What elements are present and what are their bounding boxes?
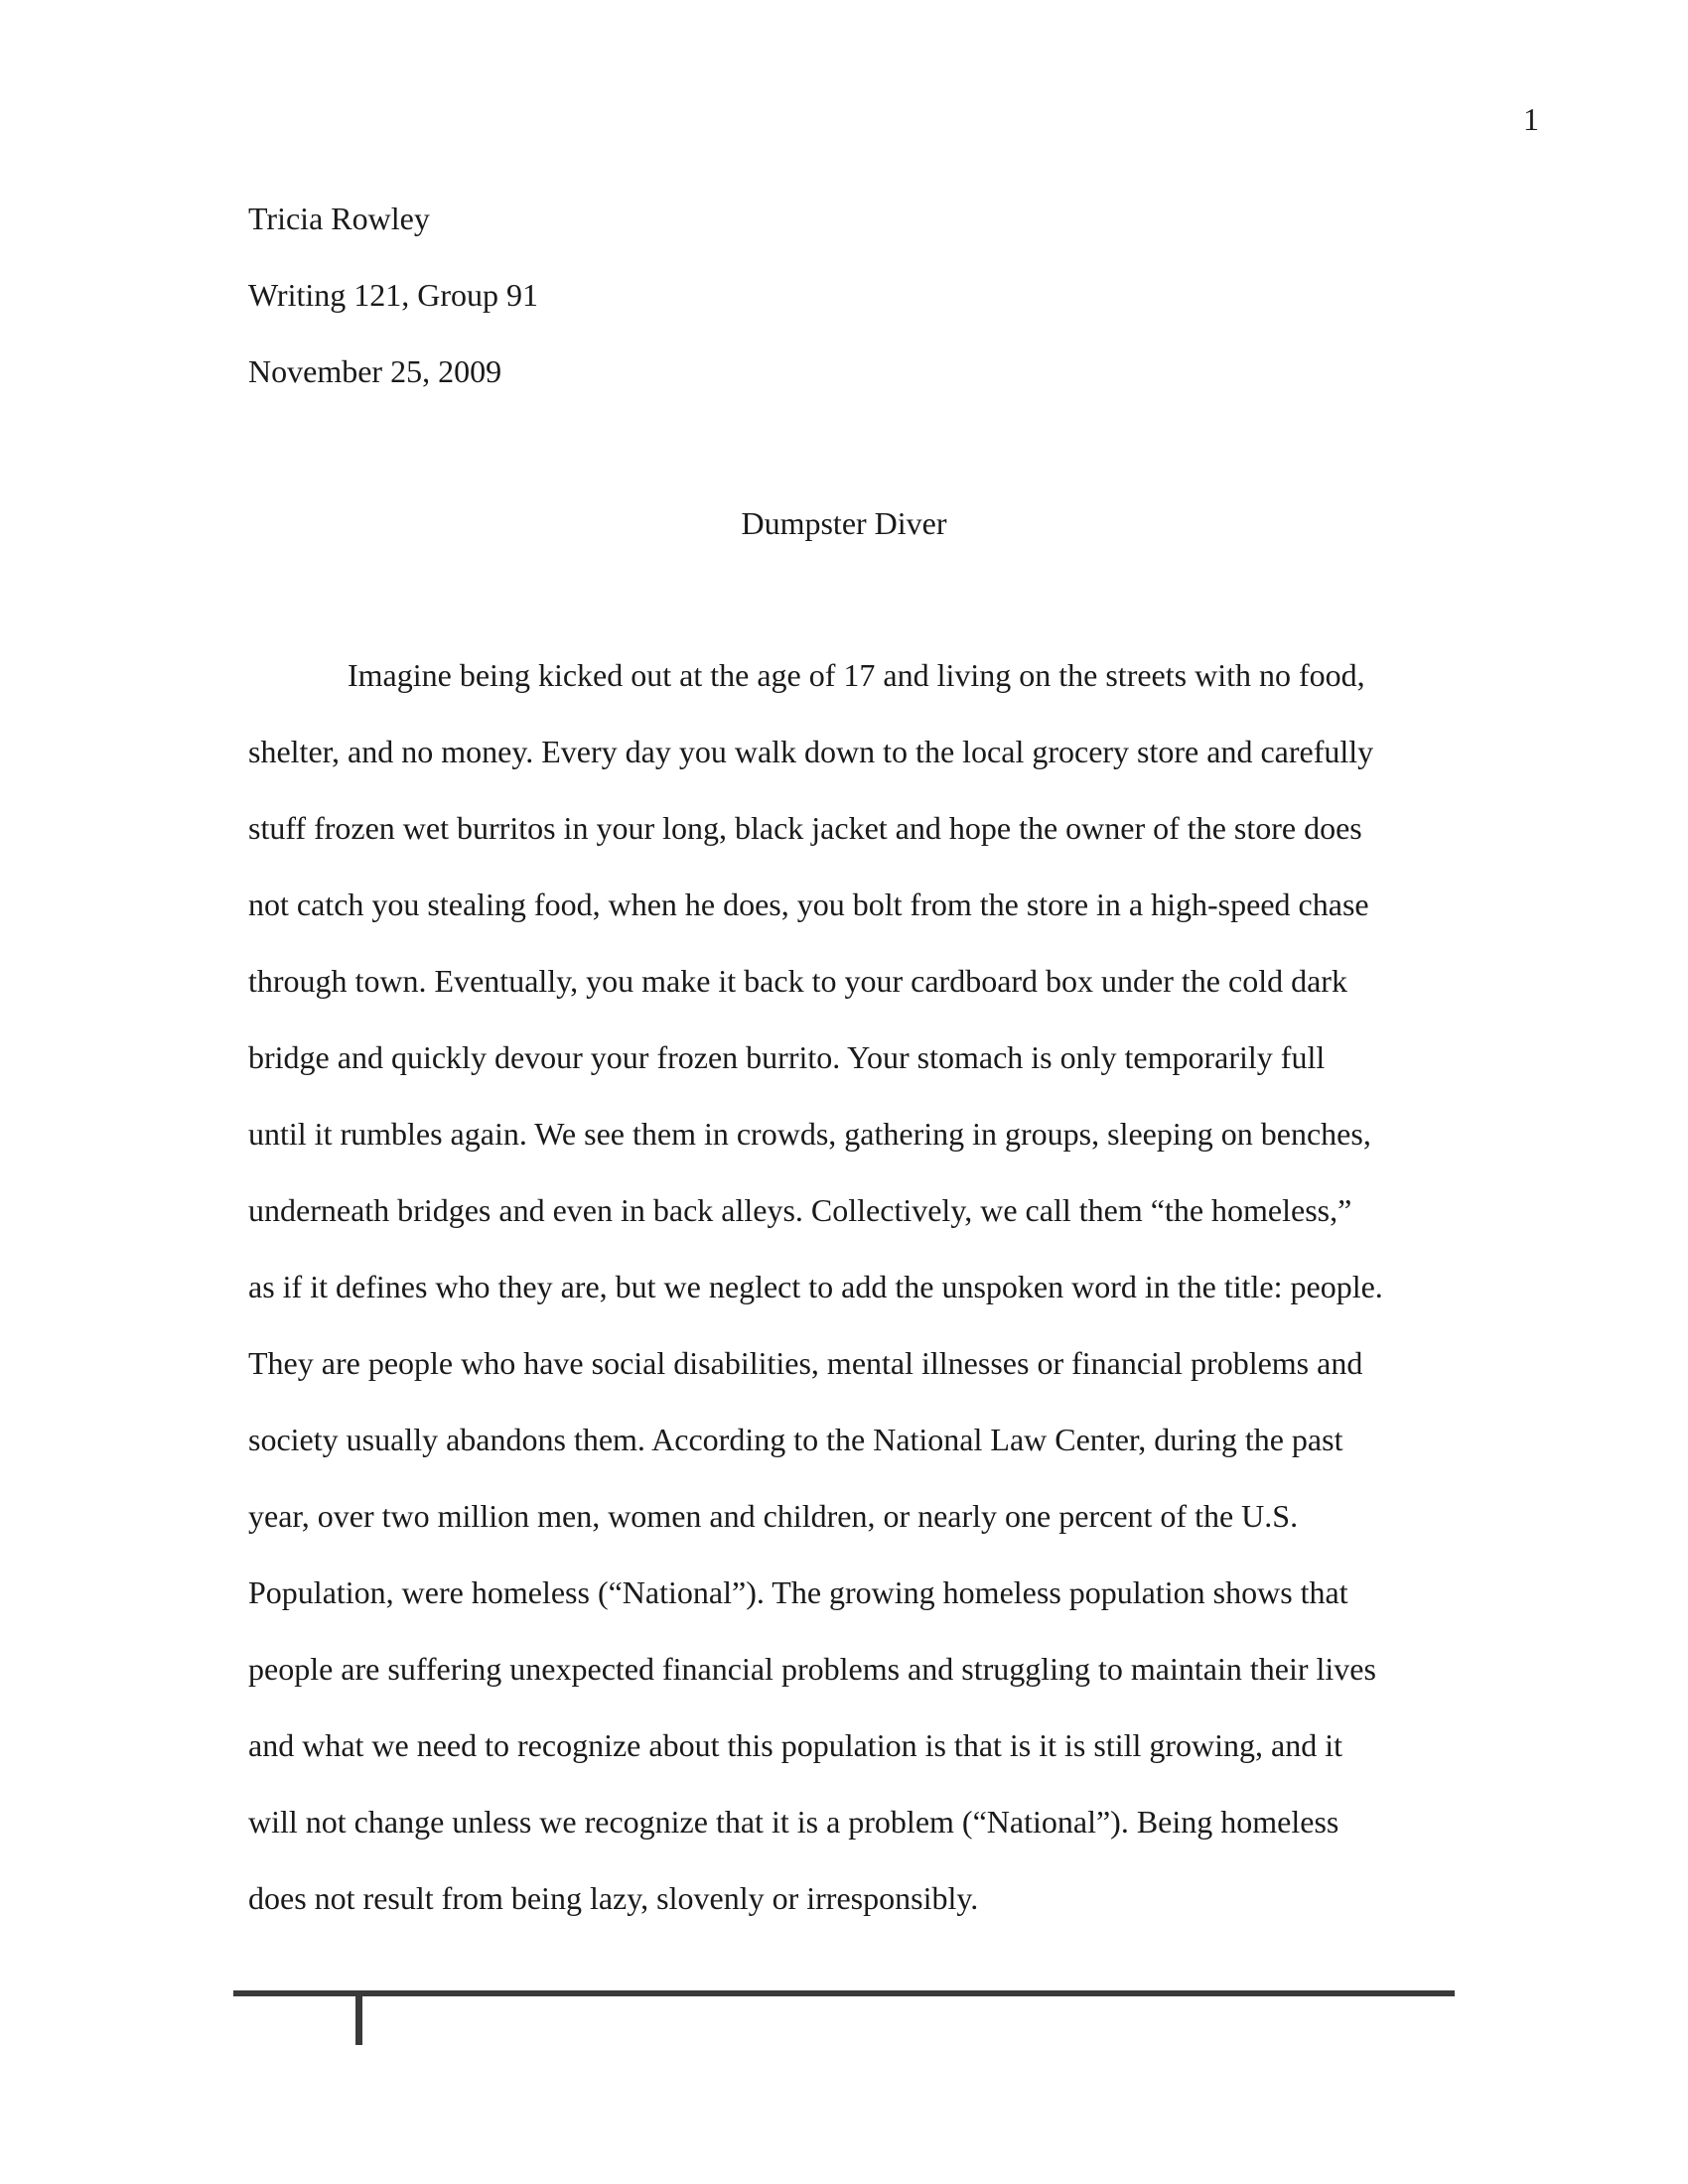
- body-line: Imagine being kicked out at the age of 17 and living on the streets with no food,: [348, 657, 1365, 693]
- course-info: Writing 121, Group 91: [248, 277, 539, 313]
- date-line: November 25, 2009: [248, 353, 502, 389]
- body-line: as if it defines who they are, but we neglect to add the unspoken word in the title: people.: [248, 1269, 1383, 1304]
- body-line: until it rumbles again. We see them in crowds, gathering in groups, sleeping on benches,: [248, 1116, 1371, 1152]
- body-line: does not result from being lazy, slovenly or irresponsibly.: [248, 1880, 979, 1916]
- body-line: and what we need to recognize about this population is that is it is still growing, and it: [248, 1727, 1343, 1763]
- body-line: Population, were homeless (“National”). The growing homeless population shows that: [248, 1574, 1348, 1610]
- body-line: They are people who have social disabilities, mental illnesses or financial problems and: [248, 1345, 1363, 1381]
- body-line: through town. Eventually, you make it back to your cardboard box under the cold dark: [248, 963, 1347, 999]
- body-line: people are suffering unexpected financial problems and struggling to maintain their lives: [248, 1651, 1376, 1687]
- vertical-rule-mark: [355, 1990, 362, 2045]
- author-name: Tricia Rowley: [248, 201, 430, 236]
- body-line: year, over two million men, women and children, or nearly one percent of the U.S.: [248, 1498, 1299, 1534]
- body-line: not catch you stealing food, when he does, you bolt from the store in a high-speed chase: [248, 887, 1369, 922]
- horizontal-rule: [233, 1990, 1455, 1996]
- body-line: society usually abandons them. According to the National Law Center, during the past: [248, 1422, 1343, 1457]
- body-line: will not change unless we recognize that it is a problem (“National”). Being homeless: [248, 1804, 1339, 1840]
- body-line: underneath bridges and even in back alleys. Collectively, we call them “the homeless,”: [248, 1192, 1352, 1228]
- body-line: bridge and quickly devour your frozen burrito. Your stomach is only temporarily full: [248, 1039, 1326, 1075]
- essay-title: Dumpster Diver: [741, 505, 947, 541]
- body-line: stuff frozen wet burritos in your long, black jacket and hope the owner of the store does: [248, 810, 1362, 846]
- body-line: shelter, and no money. Every day you walk down to the local grocery store and carefully: [248, 734, 1374, 769]
- page-number: 1: [1523, 101, 1539, 137]
